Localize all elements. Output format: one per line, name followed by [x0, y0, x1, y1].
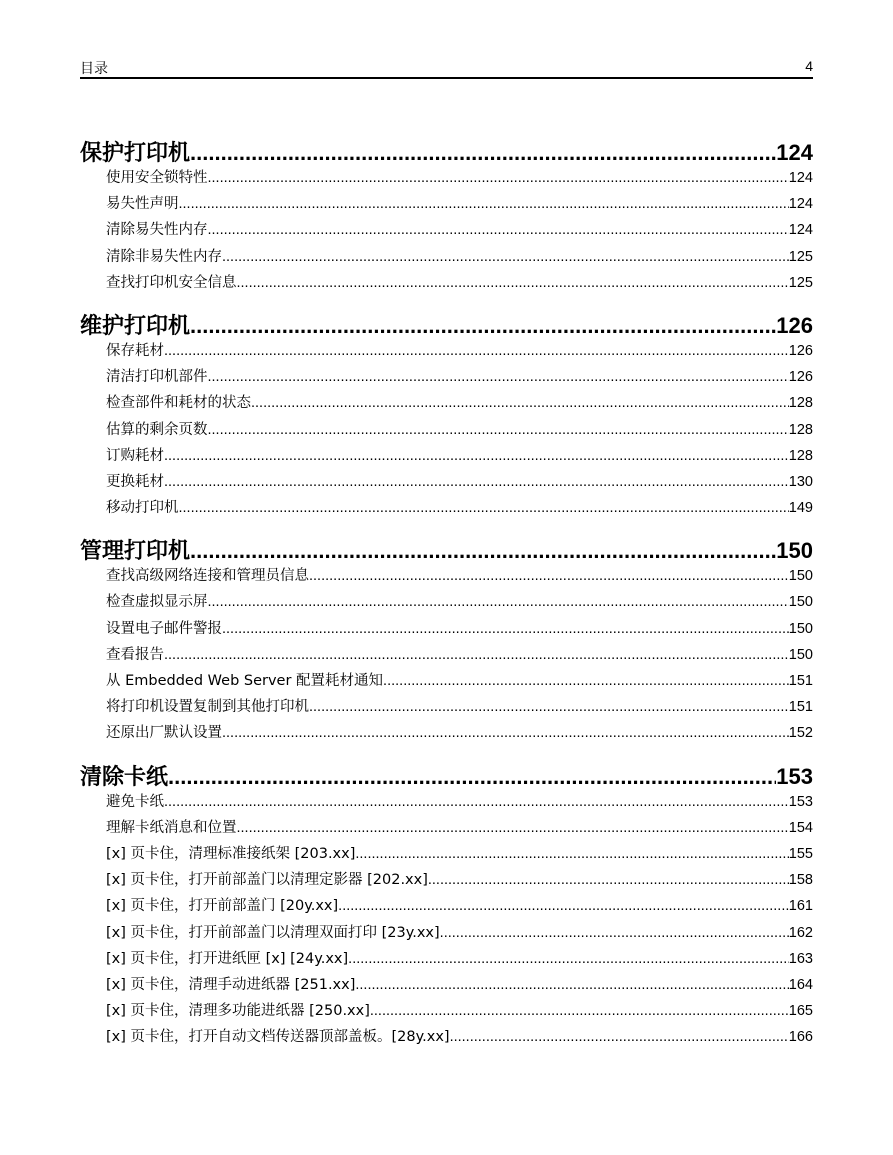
dot-leader	[450, 1029, 789, 1045]
entry-title: 查找打印机安全信息	[106, 274, 237, 291]
entry-page-number: 164	[788, 976, 813, 993]
entry-page-number: 126	[788, 342, 813, 359]
dot-leader	[208, 422, 789, 438]
toc-entry[interactable]	[80, 166, 813, 192]
entry-title: [x] 页卡住，清理手动进纸器 [251.xx]	[106, 976, 356, 993]
entry-page-number: 149	[788, 500, 813, 517]
header-page-number: 4	[805, 58, 813, 74]
entry-title: 设置电子邮件警报	[106, 620, 222, 637]
entry-page-number: 150	[788, 594, 813, 611]
toc-chapter-entry[interactable]	[80, 534, 813, 564]
toc-entry[interactable]	[80, 590, 813, 616]
toc-entry[interactable]	[80, 973, 813, 999]
entry-page-number: 128	[788, 395, 813, 412]
toc-entry[interactable]	[80, 339, 813, 365]
toc-entry[interactable]	[80, 1025, 813, 1051]
page-header	[80, 58, 813, 79]
toc-entry[interactable]	[80, 271, 813, 297]
entry-title: 订购耗材	[106, 447, 164, 464]
dot-leader	[355, 977, 788, 993]
chapter-title: 管理打印机	[80, 539, 191, 565]
toc-chapter-entry[interactable]	[80, 309, 813, 339]
dot-leader	[208, 222, 789, 238]
dot-leader	[338, 898, 789, 914]
entry-page-number: 155	[788, 845, 813, 862]
toc-entry[interactable]	[80, 868, 813, 894]
toc-entry[interactable]	[80, 643, 813, 669]
dot-leader	[370, 1003, 789, 1019]
entry-page-number: 150	[788, 646, 813, 663]
toc-entry[interactable]	[80, 695, 813, 721]
entry-title: 查找高级网络连接和管理员信息	[106, 568, 309, 585]
entry-title: 理解卡纸消息和位置	[106, 819, 237, 836]
toc-entry[interactable]	[80, 816, 813, 842]
entry-page-number: 166	[788, 1029, 813, 1046]
dot-leader	[309, 699, 789, 715]
toc-entry[interactable]	[80, 842, 813, 868]
entry-page-number: 158	[788, 872, 813, 889]
chapter-page-number: 124	[776, 140, 813, 165]
dot-leader	[190, 538, 776, 564]
entry-page-number: 151	[788, 673, 813, 689]
entry-page-number: 124	[788, 222, 813, 239]
entry-page-number: 161	[788, 898, 813, 915]
entry-page-number: 128	[788, 421, 813, 438]
entry-page-number: 153	[788, 793, 813, 810]
toc-entry[interactable]	[80, 790, 813, 816]
dot-leader	[222, 725, 789, 741]
entry-title: 使用安全锁特性	[106, 170, 208, 186]
dot-leader	[190, 140, 776, 166]
dot-leader	[164, 343, 789, 359]
entry-page-number: 125	[788, 248, 813, 265]
toc-entry[interactable]	[80, 391, 813, 417]
chapter-page-number: 150	[776, 538, 813, 564]
dot-leader	[164, 794, 789, 810]
dot-leader	[309, 568, 789, 584]
header-title: 目录	[80, 61, 108, 77]
entry-page-number: 130	[788, 473, 813, 490]
dot-leader	[164, 448, 789, 464]
toc-entry[interactable]	[80, 721, 813, 747]
entry-title: 清除非易失性内存	[106, 248, 222, 265]
entry-title: 移动打印机	[106, 500, 179, 517]
dot-leader	[440, 925, 789, 941]
dot-leader	[168, 764, 776, 790]
toc-entry[interactable]	[80, 444, 813, 470]
dot-leader	[348, 951, 789, 967]
entry-page-number: 163	[788, 950, 813, 967]
entry-title: 检查虚拟显示屏	[106, 594, 208, 611]
entry-title: 保存耗材	[106, 342, 164, 359]
toc-entry[interactable]	[80, 921, 813, 947]
chapter-page-number: 153	[776, 763, 813, 789]
entry-page-number: 162	[788, 924, 813, 941]
entry-title: [x] 页卡住，打开自动文档传送器顶部盖板。[28y.xx]	[106, 1029, 450, 1046]
toc-chapter-entry[interactable]	[80, 760, 813, 790]
entry-page-number: 124	[788, 170, 813, 186]
entry-title: 清除易失性内存	[106, 222, 208, 239]
entry-page-number: 125	[788, 274, 813, 291]
dot-leader	[222, 621, 789, 637]
entry-title: 还原出厂默认设置	[106, 725, 222, 742]
entry-title: [x] 页卡住，打开前部盖门以清理双面打印 [23y.xx]	[106, 924, 440, 941]
entry-title: [x] 页卡住，打开前部盖门以清理定影器 [202.xx]	[106, 872, 428, 889]
dot-leader	[179, 500, 789, 516]
entry-title: [x] 页卡住，清理标准接纸架 [203.xx]	[106, 845, 356, 862]
dot-leader	[190, 313, 776, 339]
toc-section	[80, 760, 813, 1052]
entry-page-number: 165	[788, 1003, 813, 1020]
dot-leader	[179, 196, 789, 212]
dot-leader	[355, 846, 788, 862]
toc-entry[interactable]	[80, 564, 813, 590]
entry-page-number: 128	[788, 447, 813, 464]
entry-title: 将打印机设置复制到其他打印机	[106, 699, 309, 716]
dot-leader	[208, 369, 789, 385]
toc-entry[interactable]	[80, 218, 813, 244]
entry-page-number: 152	[788, 725, 813, 742]
toc-entry[interactable]	[80, 470, 813, 496]
dot-leader	[208, 170, 789, 186]
dot-leader	[164, 474, 789, 490]
entry-title: 易失性声明	[106, 196, 179, 213]
toc-entry[interactable]	[80, 669, 813, 695]
toc-entry[interactable]	[80, 418, 813, 444]
entry-title: [x] 页卡住，清理多功能进纸器 [250.xx]	[106, 1003, 370, 1020]
dot-leader	[237, 820, 789, 836]
entry-title: 估算的剩余页数	[106, 421, 208, 438]
entry-page-number: 154	[788, 819, 813, 836]
entry-title: 检查部件和耗材的状态	[106, 395, 251, 412]
dot-leader	[164, 647, 789, 663]
entry-title: 更换耗材	[106, 473, 164, 490]
toc-entry[interactable]	[80, 245, 813, 271]
entry-page-number: 150	[788, 568, 813, 585]
toc-chapter-entry[interactable]	[80, 136, 813, 166]
entry-page-number: 126	[788, 369, 813, 386]
entry-title: 从 Embedded Web Server 配置耗材通知	[106, 673, 384, 689]
toc-section	[80, 309, 813, 522]
toc-entry[interactable]	[80, 192, 813, 218]
entry-page-number: 124	[788, 196, 813, 213]
entry-title: [x] 页卡住，打开进纸匣 [x] [24y.xx]	[106, 950, 349, 967]
table-of-contents	[80, 136, 813, 1063]
entry-page-number: 151	[788, 699, 813, 716]
toc-entry[interactable]	[80, 496, 813, 522]
chapter-page-number: 126	[776, 312, 813, 338]
dot-leader	[237, 275, 789, 291]
toc-section	[80, 136, 813, 297]
entry-title: 避免卡纸	[106, 793, 164, 810]
entry-title: 查看报告	[106, 646, 164, 663]
entry-title: 清洁打印机部件	[106, 369, 208, 386]
chapter-title: 清除卡纸	[80, 764, 169, 790]
toc-entry[interactable]	[80, 617, 813, 643]
toc-entry[interactable]	[80, 999, 813, 1025]
dot-leader	[251, 395, 789, 411]
chapter-title: 保护打印机	[80, 141, 191, 166]
toc-section	[80, 534, 813, 747]
entry-page-number: 150	[788, 620, 813, 637]
chapter-title: 维护打印机	[80, 313, 191, 339]
toc-entry[interactable]	[80, 365, 813, 391]
dot-leader	[208, 594, 789, 610]
entry-title: [x] 页卡住，打开前部盖门 [20y.xx]	[106, 898, 339, 915]
dot-leader	[428, 872, 789, 888]
dot-leader	[222, 249, 789, 265]
dot-leader	[383, 673, 789, 689]
toc-entry[interactable]	[80, 894, 813, 920]
toc-entry[interactable]	[80, 947, 813, 973]
